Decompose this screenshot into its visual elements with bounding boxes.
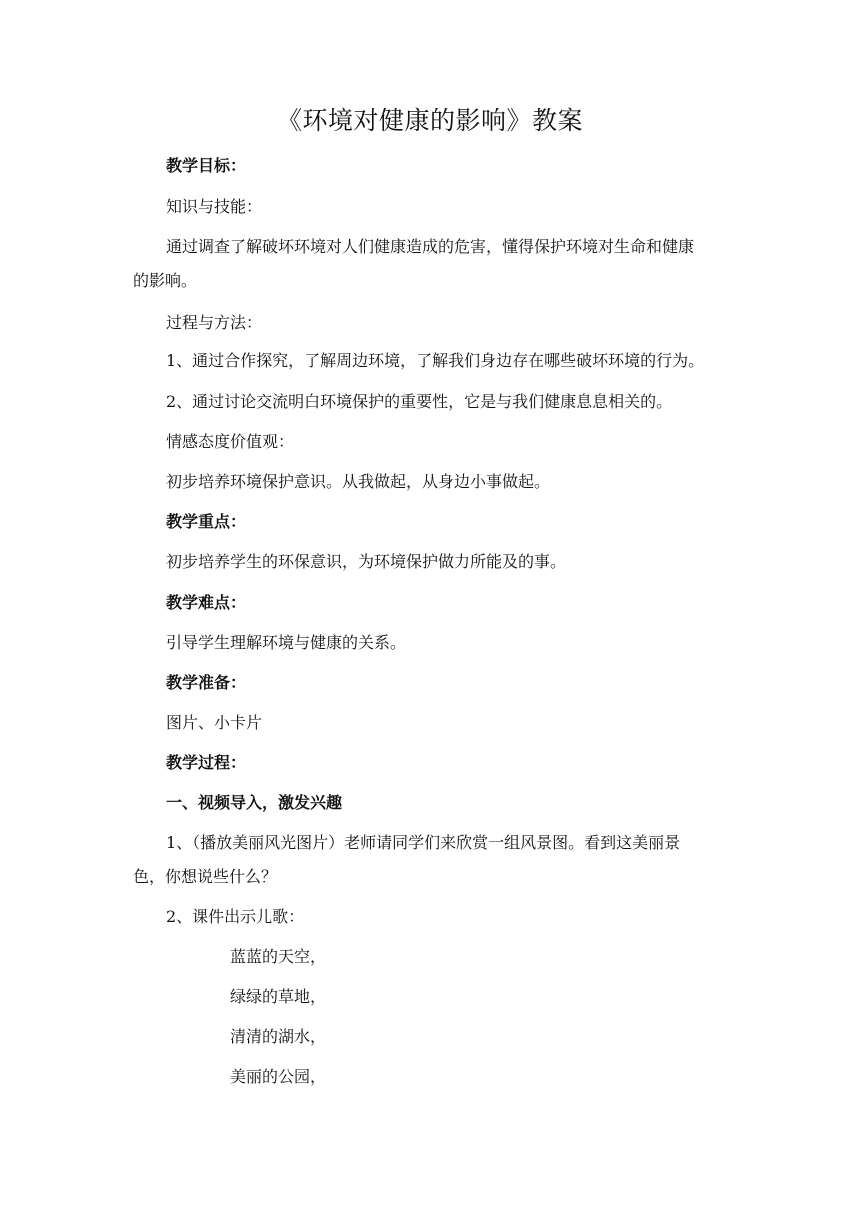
section-1-heading: 一、视频导入，激发兴趣 bbox=[166, 793, 343, 812]
knowledge-paragraph-line-1: 通过调查了解破坏环境对人们健康造成的危害，懂得保护环境对生命和健康 bbox=[166, 237, 695, 256]
document-title: 《环境对健康的影响》教案 bbox=[276, 106, 583, 135]
teaching-goals-heading: 教学目标： bbox=[166, 156, 247, 175]
process-item-1: 1、通过合作探究，了解周边环境，了解我们身边存在哪些破坏环境的行为。 bbox=[166, 351, 705, 370]
difficulties-heading: 教学难点： bbox=[166, 593, 247, 612]
attitude-values-text: 初步培养环境保护意识。从我做起，从身边小事做起。 bbox=[166, 472, 551, 491]
poem-line: 清清的湖水， bbox=[230, 1027, 327, 1046]
knowledge-skills-heading: 知识与技能： bbox=[166, 197, 263, 216]
key-points-heading: 教学重点： bbox=[166, 512, 247, 531]
poem-line: 美丽的公园， bbox=[230, 1067, 327, 1086]
step-1-line-2: 色，你想说些什么？ bbox=[133, 867, 278, 886]
step-1-line-1: 1、（播放美丽风光图片）老师请同学们来欣赏一组风景图。看到这美丽景 bbox=[166, 833, 681, 852]
key-points-text: 初步培养学生的环保意识，为环境保护做力所能及的事。 bbox=[166, 552, 567, 571]
knowledge-paragraph-line-2: 的影响。 bbox=[133, 271, 198, 290]
poem-line: 绿绿的草地， bbox=[230, 987, 327, 1006]
preparation-heading: 教学准备： bbox=[166, 673, 247, 692]
preparation-text: 图片、小卡片 bbox=[166, 713, 263, 732]
difficulties-text: 引导学生理解环境与健康的关系。 bbox=[166, 633, 407, 652]
step-2: 2、课件出示儿歌： bbox=[166, 907, 305, 926]
poem-line: 蓝蓝的天空， bbox=[230, 947, 327, 966]
attitude-values-heading: 情感态度价值观： bbox=[166, 432, 295, 451]
process-item-2: 2、通过讨论交流明白环境保护的重要性，它是与我们健康息息相关的。 bbox=[166, 392, 673, 411]
process-method-heading: 过程与方法： bbox=[166, 313, 263, 332]
teaching-process-heading: 教学过程： bbox=[166, 753, 247, 772]
